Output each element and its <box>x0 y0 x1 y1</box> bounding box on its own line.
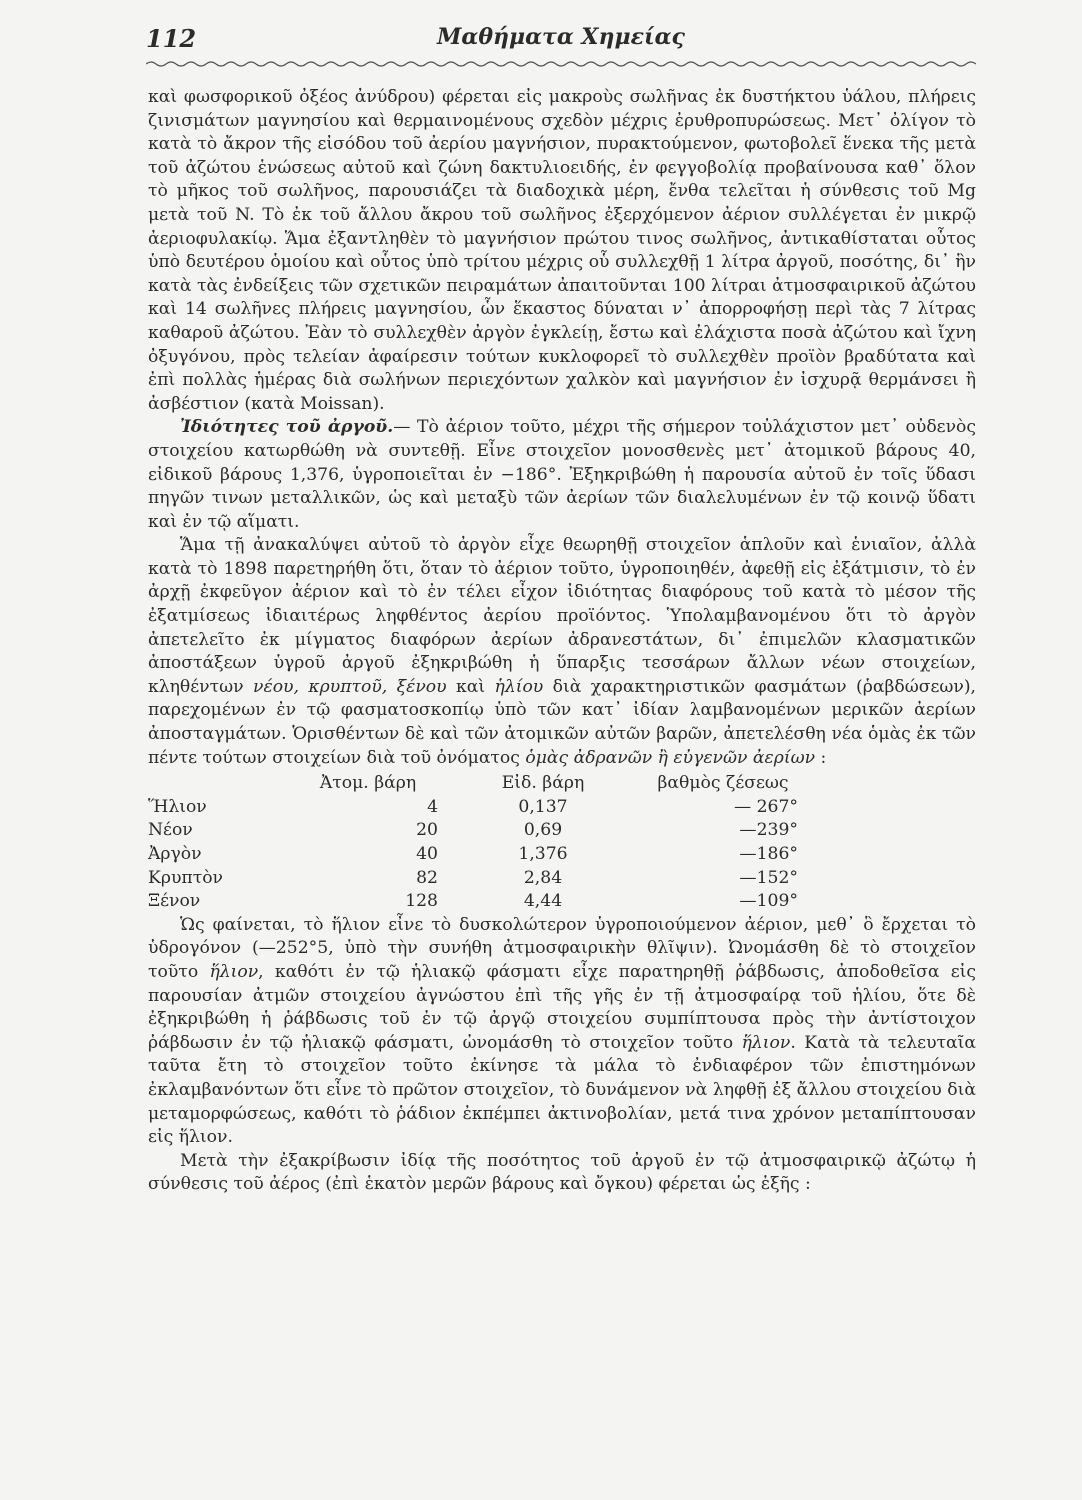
paragraph-noble-gases-text-a: Ἅμα τῇ ἀνακαλύψει αὐτοῦ τὸ ἀργὸν εἶχε θεωρηθῇ στοιχεῖον ἁπλοῦν καὶ ἑνιαῖον, ἀλλὰ κατὰ τὸ 1898 παρετηρήθη ὅτι, ὅταν τὸ ἀέριον τοῦτο, ὑγροποιηθέν, ἀφεθῇ εἰς ἐξάτμισιν, τὸ ἐν ἀρχῇ ἐκφεῦγον ἀέριον καὶ τὸ ἐν τέλει εἶχον ἰδιότητας διαφόρους τοῦ κατὰ τὸ μέσον τῆς ἐξατμίσεως ἰδιαιτέρως ληφθέντος ἀερίου προϊόντος. Ὑπολαμβανομένου ὅτι τὸ ἀργὸν ἀπετελεῖτο ἐκ μίγματος διαφόρων ἀερίων ἀδρανεστάτων, δι᾽ ἐπιμελῶν κλασματικῶν ἀποστάξεων ὑγροῦ ἀργοῦ ἐξηκριβώθη ἡ ὕπαρξις τεσσάρων ἄλλων νέων στοιχείων, κληθέντων <box>148 535 976 697</box>
table-cell: Ἀργὸν <box>148 844 202 864</box>
table-header-row <box>148 772 798 796</box>
paragraph-noble-gases-text-b: διὰ χαρακτηριστικῶν φασμάτων (ῥαβδώσεων), παρεχομένων ἐν τῷ φασματοσκοπίῳ ὑπὸ τῶν κατ᾽ ἰδίαν λαμβανομένων μερικῶν ἀερίων ἀποσταγμάτων. Ὁρισθέντων δὲ καὶ τῶν ἀτομικῶν αὐτῶν βαρῶν, ἀπετελέσθη νέα ὁμὰς ἐκ τῶν πέντε τούτων στοιχείων διὰ τοῦ ὀνόματος <box>148 676 977 768</box>
paragraph-preparation: καὶ φωσφορικοῦ ὀξέος ἀνύδρου) φέρεται εἰς μακροὺς σωλῆνας ἐκ δυστήκτου ὑάλου, πλήρεις ζινισμάτων μαγνησίου καὶ θερμαινομένους σχεδὸν μέχρις ἐρυθροπυρώσεως. Μετ᾽ ὀλίγον τὸ κατὰ τὸ ἄκρον τῆς εἰσόδου τοῦ ἀερίου μαγνήσιον, πυρακτούμενον, φωτοβολεῖ ἕνεκα τῆς μετὰ τοῦ ἀζώτου ἑνώσεως αὐτοῦ καὶ ζώνη δακτυλιοειδής, ἐν φεγγοβολίᾳ προβαίνουσα καθ᾽ ὅλον τὸ μῆκος τοῦ σωλῆνος, παρουσιάζει τὰ διαδοχικὰ μέρη, ἔνθα τελεῖται ἡ σύνθεσις τοῦ Mg μετὰ τοῦ N. Τὸ ἐκ τοῦ ἄλλου ἄκρου τοῦ σωλῆνος ἐξερχόμενον ἀέριον συλλέγεται ἐν μικρῷ ἀεριοφυλακίῳ. Ἅμα ἐξαντληθὲν τὸ μαγνήσιον πρώτου τινος σωλῆνος, ἀντικαθίσταται οὗτος ὑπὸ δευτέρου ὁμοίου καὶ οὗτος ὑπὸ τρίτου μέχρις οὗ συλλεχθῇ 1 λίτρα ἀργοῦ, ποσότης, δι᾽ ἣν κατὰ τὰς ἐνδείξεις τῶν σχετικῶν πειραμάτων ἀπαιτοῦνται 100 λίτραι ἀτμοσφαιρικοῦ ἀζώτου καὶ 14 σωλῆνες πλήρεις μαγνησίου, ὧν ἕκαστος δύναται ν᾽ ἀπορροφήσῃ περὶ τὰς 7 λίτρας καθαροῦ ἀζώτου. Ἐὰν τὸ συλλεχθὲν ἀργὸν ἐγκλείῃ, ἔστω καὶ ἐλάχιστα ποσὰ ἀζώτου καὶ ἴχνη ὀξυγόνου, πρὸς τελείαν ἀφαίρεσιν τούτων κυκλοφορεῖ τὸ συλλεχθὲν προϊὸν βραδύτατα καὶ ἐπὶ πολλὰς ἡμέρας διὰ σωλήνων περιεχόντων χαλκὸν καὶ μαγνήσιον ἐν ἰσχυρᾷ θερμάνσει ἢ ἀσβέστιον (κατὰ Moissan). <box>148 87 976 414</box>
table-header-cell: Ἀτομ. βάρη <box>319 773 417 794</box>
table-cell: — 267° <box>733 796 798 817</box>
table-cell: —152° <box>739 867 798 888</box>
table-header-cell <box>148 772 298 796</box>
paragraph-helium-text-a: Ὡς φαίνεται, τὸ ἥλιον εἶνε τὸ δυσκολώτερον ὑγροποιούμενον ἀέριον, μεθ᾽ ὃ ἔρχεται τὸ ὑδρογόνον (—252°5, ὑπὸ τὴν συνήθη ἀτμοσφαιρικὴν θλῖψιν). Ὠνομάσθη δὲ τὸ στοιχεῖον τοῦτο <box>148 914 976 982</box>
table-row <box>148 890 798 914</box>
paragraph-colon: : <box>815 747 827 768</box>
table-cell: 82 <box>416 867 438 888</box>
table-cell: 0,137 <box>518 796 568 817</box>
table-cell: 4,44 <box>523 891 563 912</box>
page-body <box>148 86 976 1197</box>
table-cell: —239° <box>739 820 798 841</box>
table-row <box>148 843 798 867</box>
helium-term: ἥλιον <box>741 1032 791 1053</box>
helium-name: ἡλίου <box>494 676 544 697</box>
paragraph-air-composition: Μετὰ τὴν ἐξακρίβωσιν ἰδίᾳ τῆς ποσότητος τοῦ ἀργοῦ ἐν τῷ ἀτμοσφαιρικῷ ἀζώτῳ ἡ σύνθεσις τοῦ ἀέρος (ἐπὶ ἑκατὸν μερῶν βάρους καὶ ὄγκου) φέρεται ὡς ἑξῆς : <box>148 1150 976 1195</box>
group-name: ὁμὰς ἀδρανῶν ἢ εὐγενῶν ἀερίων <box>525 747 816 768</box>
table-cell: Νέον <box>148 820 193 841</box>
table-cell: 40 <box>416 844 438 864</box>
table-row <box>148 867 798 891</box>
paragraph-properties <box>148 416 976 534</box>
table-header-cell: Εἰδ. βάρη <box>501 773 585 794</box>
table-cell: 20 <box>416 820 438 841</box>
table-cell: 128 <box>405 891 438 912</box>
paragraph-helium-text-c: . Κατὰ τὰ τελευταῖα ταῦτα ἔτη τὸ στοιχεῖον τοῦτο ἐκίνησε τὰ μάλα τὸ ἐνδιαφέρον τῶν ἐπιστημόνων ἐκλαμβανόντων ὅτι εἶνε τὸ πρῶτον στοιχεῖον, τὸ δυνάμενον νὰ ληφθῇ ἐξ ἄλλου στοιχείου διὰ μεταμορφώσεως, καθότι τὸ ῥάδιον ἐκπέμπει ἀκτινοβολίαν, μετά τινα χρόνον μεταπίπτουσαν εἰς ἥλιον. <box>148 1032 976 1148</box>
paragraph-properties-text: — Τὸ ἀέριον τοῦτο, μέχρι τῆς σήμερον τοὐλάχιστον μετ᾽ οὐδενὸς στοιχείου κατωρθώθη νὰ συντεθῇ. Εἶνε στοιχεῖον μονοσθενὲς μετ᾽ ἀτομικοῦ βάρους 40, εἰδικοῦ βάρους 1,376, ὑγροποιεῖται ἐν −186°. Ἐξηκριβώθη ἡ παρουσία αὐτοῦ ἐν τοῖς ὕδασι πηγῶν τινων μεταλλικῶν, ὡς καὶ μεταξὺ τῶν ἀερίων τῶν διαλελυμένων ἐν τῷ κοινῷ ὕδατι καὶ ἐν τῷ αἵματι. <box>148 417 976 532</box>
helium-term: ἥλιον <box>209 961 259 982</box>
table-cell: 4 <box>427 796 438 817</box>
table-cell: 0,69 <box>523 820 563 841</box>
table-row <box>148 819 798 843</box>
paragraph-helium-text-b: , καθότι ἐν τῷ ἡλιακῷ φάσματι εἶχε παρατηρηθῇ ῥάβδωσις, ἀποδοθεῖσα εἰς παρουσίαν ἀτμῶν στοιχείου ἀγνώστου ἐπὶ τῆς γῆς ἐν τῇ ἀτμοσφαίρᾳ τοῦ ἡλίου, ὅτε δὲ ἐξηκριβώθη ἡ ῥάβδωσις τοῦ ἐν τῷ ἀργῷ στοιχείου συμπίπτουσα πρὸς τὴν ἀντίστοιχον ῥάβδωσιν ἐν τῷ ἡλιακῷ φάσματι, ὠνομάσθη τὸ στοιχεῖον τοῦτο <box>148 961 977 1053</box>
table-cell: Ξένον <box>148 891 201 912</box>
paragraph-helium <box>148 914 976 1150</box>
gas-names: νέου, κρυπτοῦ, ξένου <box>253 676 447 697</box>
table-cell: 2,84 <box>523 867 563 888</box>
ornamental-rule <box>146 58 976 70</box>
table-cell: Κρυπτὸν <box>148 867 223 888</box>
noble-gases-table <box>148 772 798 914</box>
table-cell: —186° <box>739 844 798 864</box>
conjunction: καὶ <box>446 676 495 697</box>
table-cell: Ἥλιον <box>148 796 207 817</box>
table-cell: —109° <box>739 891 798 912</box>
page-header <box>146 18 976 58</box>
table-header-cell: βαθμὸς ζέσεως <box>657 773 789 794</box>
page-number: 112 <box>146 24 197 53</box>
section-heading-properties: Ἰδιότητες τοῦ ἀργοῦ. <box>180 417 394 438</box>
running-title: Μαθήματα Χημείας <box>437 24 685 50</box>
table-cell: 1,376 <box>518 844 568 864</box>
paragraph-noble-gases <box>148 534 976 770</box>
table-row <box>148 796 798 820</box>
